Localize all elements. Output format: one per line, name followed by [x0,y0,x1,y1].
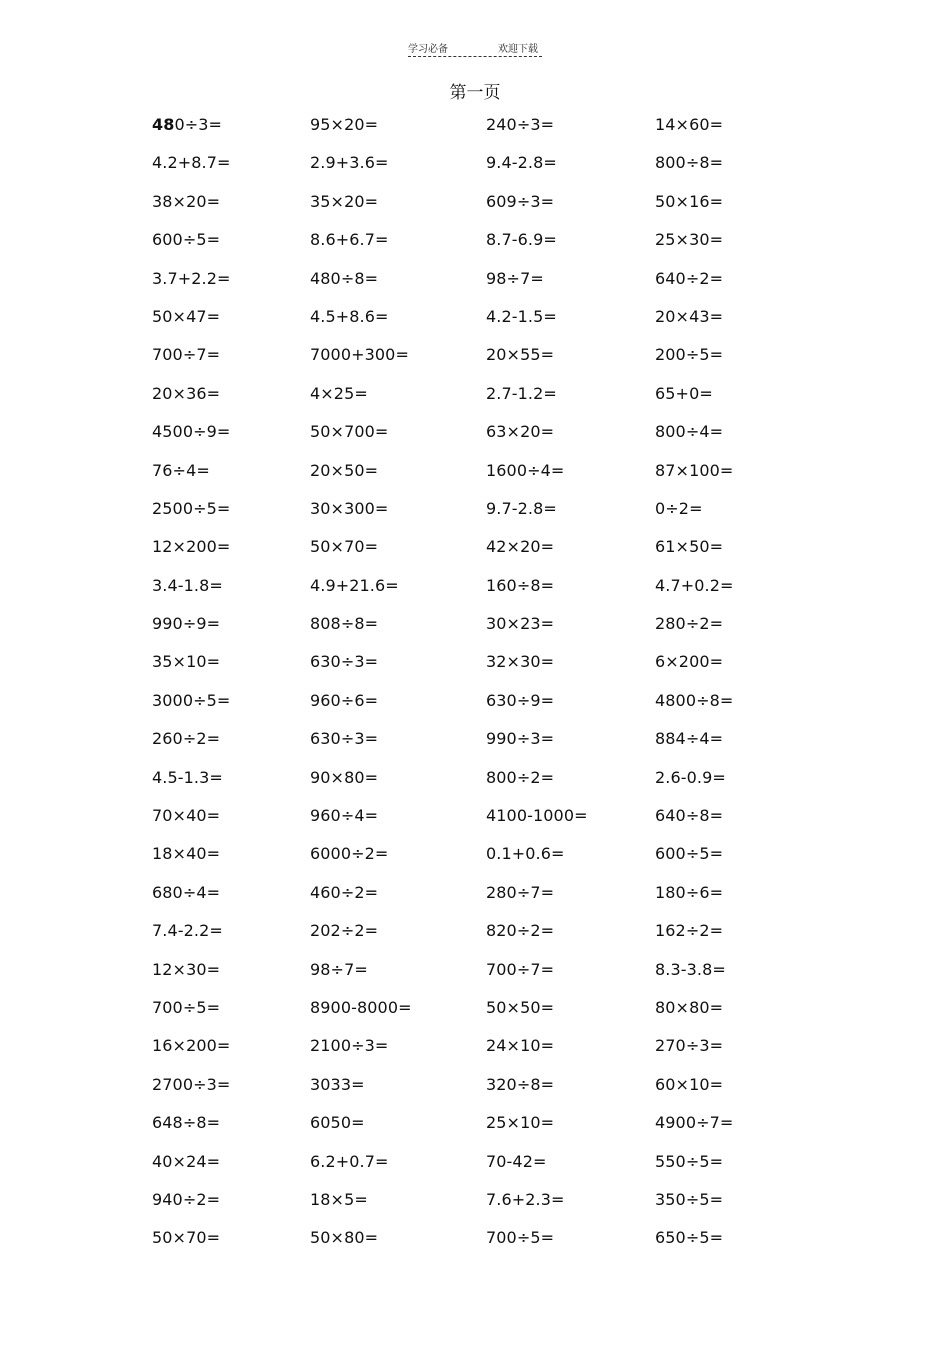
problem-cell: 25×30= [655,230,724,250]
problem-cell: 20×36= [152,383,221,403]
page-header [408,38,542,57]
problem-grid [0,113,950,1265]
problem-cell: 7.6+2.3= [486,1189,565,1209]
problem-cell: 960÷6= [310,690,379,710]
problem-cell: 6050= [310,1113,365,1133]
problem-cell: 550÷5= [655,1151,724,1171]
page-title: 第一页 [449,83,501,103]
problem-cell: 600÷5= [152,230,221,250]
problem-row [0,727,950,765]
problem-cell: 240÷3= [486,115,555,134]
problem-cell: 320÷8= [486,1074,555,1094]
problem-row [0,1226,950,1264]
problem-cell: 12×200= [152,537,231,557]
problem-cell: 680÷4= [152,882,221,902]
problem-cell: 18×40= [152,844,221,864]
problem-cell: 480÷3= [152,115,223,134]
problem-cell: 4.5-1.3= [152,767,223,787]
problem-cell: 800÷2= [486,767,555,787]
problem-cell: 1600÷4= [486,460,565,480]
problem-row [0,459,950,497]
problem-row [0,958,950,996]
problem-row [0,689,950,727]
problem-row [0,1073,950,1111]
problem-row [0,382,950,420]
problem-cell: 4.5+8.6= [310,306,389,326]
problem-row [0,497,950,535]
problem-cell: 3.4-1.8= [152,575,223,595]
problem-cell: 2.9+3.6= [310,153,389,173]
problem-row [0,881,950,919]
problem-cell: 4800÷8= [655,690,734,710]
problem-cell: 160÷8= [486,575,555,595]
problem-cell: 2.7-1.2= [486,383,557,403]
problem-cell: 50×80= [310,1228,379,1248]
problem-cell: 8.3-3.8= [655,959,726,979]
problem-cell: 30×23= [486,614,555,634]
problem-cell: 3033= [310,1074,365,1094]
problem-cell: 87×100= [655,460,734,480]
problem-cell: 260÷2= [152,729,221,749]
problem-cell: 3000÷5= [152,690,231,710]
problem-cell: 30×300= [310,498,389,518]
problem-cell: 630÷3= [310,729,379,749]
problem-cell: 6000÷2= [310,844,389,864]
problem-row [0,420,950,458]
problem-cell: 35×10= [152,652,221,672]
problem-cell: 6×200= [655,652,724,672]
problem-row [0,1188,950,1226]
problem-cell: 80×80= [655,997,724,1017]
problem-cell: 32×30= [486,652,555,672]
problem-cell: 4100-1000= [486,806,588,826]
problem-cell: 630÷3= [310,652,379,672]
problem-row [0,919,950,957]
problem-row [0,343,950,381]
problem-cell: 60×10= [655,1074,724,1094]
problem-cell: 180÷6= [655,882,724,902]
problem-cell: 8.7-6.9= [486,230,557,250]
header-left-text: 学习必备 [408,44,448,55]
problem-row [0,151,950,189]
problem-cell: 990÷9= [152,614,221,634]
problem-cell: 820÷2= [486,921,555,941]
problem-cell: 4.7+0.2= [655,575,734,595]
problem-cell: 884÷4= [655,729,724,749]
problem-cell: 9.7-2.8= [486,498,557,518]
problem-row [0,228,950,266]
problem-cell: 6.2+0.7= [310,1151,389,1171]
problem-cell: 76÷4= [152,460,210,480]
problem-cell: 808÷8= [310,614,379,634]
problem-cell: 7000+300= [310,345,409,365]
problem-cell: 98÷7= [310,959,368,979]
problem-cell: 50×16= [655,191,724,211]
problem-cell: 50×70= [152,1228,221,1248]
problem-cell: 16×200= [152,1036,231,1056]
problem-cell: 200÷5= [655,345,724,365]
problem-cell: 648÷8= [152,1113,221,1133]
problem-cell: 280÷2= [655,614,724,634]
problem-row [0,612,950,650]
problem-row [0,305,950,343]
problem-cell: 50×70= [310,537,379,557]
problem-cell: 63×20= [486,422,555,442]
problem-row [0,1111,950,1149]
problem-cell: 4500÷9= [152,422,231,442]
problem-cell: 8900-8000= [310,997,412,1017]
problem-row [0,267,950,305]
problem-cell: 8.6+6.7= [310,230,389,250]
problem-cell: 940÷2= [152,1189,221,1209]
problem-cell: 609÷3= [486,191,555,211]
problem-cell: 700÷5= [152,997,221,1017]
problem-cell: 35×20= [310,191,379,211]
problem-cell: 270÷3= [655,1036,724,1056]
problem-row [0,535,950,573]
problem-cell: 350÷5= [655,1189,724,1209]
problem-cell: 4900÷7= [655,1113,734,1133]
problem-cell: 61×50= [655,537,724,557]
problem-cell: 18×5= [310,1189,368,1209]
problem-row [0,766,950,804]
problem-cell: 42×20= [486,537,555,557]
problem-cell: 700÷5= [486,1228,555,1248]
problem-cell: 24×10= [486,1036,555,1056]
problem-cell: 90×80= [310,767,379,787]
problem-row [0,996,950,1034]
problem-cell: 990÷3= [486,729,555,749]
problem-cell: 480÷8= [310,268,379,288]
problem-cell: 4.2-1.5= [486,306,557,326]
problem-cell: 20×55= [486,345,555,365]
problem-cell: 800÷4= [655,422,724,442]
problem-cell: 20×50= [310,460,379,480]
problem-row [0,804,950,842]
problem-cell: 2100÷3= [310,1036,389,1056]
problem-cell: 40×24= [152,1151,221,1171]
problem-cell: 0.1+0.6= [486,844,565,864]
problem-cell: 70-42= [486,1151,547,1171]
problem-cell: 50×47= [152,306,221,326]
problem-cell: 600÷5= [655,844,724,864]
problem-row [0,574,950,612]
header-right-text: 欢迎下载 [498,44,538,55]
problem-cell: 7.4-2.2= [152,921,223,941]
problem-cell: 460÷2= [310,882,379,902]
problem-cell: 2700÷3= [152,1074,231,1094]
problem-cell: 4.9+21.6= [310,575,399,595]
problem-cell: 640÷8= [655,806,724,826]
problem-cell: 162÷2= [655,921,724,941]
problem-cell: 630÷9= [486,690,555,710]
problem-cell: 50×700= [310,422,389,442]
problem-cell: 960÷4= [310,806,379,826]
problem-cell: 14×60= [655,115,724,134]
problem-cell: 65+0= [655,383,713,403]
problem-row [0,1034,950,1072]
problem-cell: 70×40= [152,806,221,826]
problem-row [0,650,950,688]
problem-cell: 700÷7= [486,959,555,979]
problem-cell: 20×43= [655,306,724,326]
problem-cell: 2500÷5= [152,498,231,518]
problem-cell: 640÷2= [655,268,724,288]
problem-cell: 4×25= [310,383,368,403]
problem-cell: 95×20= [310,115,379,134]
problem-row [0,842,950,880]
problem-cell: 4.2+8.7= [152,153,231,173]
problem-cell: 38×20= [152,191,221,211]
problem-row [0,113,950,151]
problem-cell: 9.4-2.8= [486,153,557,173]
problem-row [0,190,950,228]
problem-cell: 700÷7= [152,345,221,365]
problem-row [0,1150,950,1188]
problem-cell: 2.6-0.9= [655,767,726,787]
problem-cell: 800÷8= [655,153,724,173]
problem-cell: 202÷2= [310,921,379,941]
problem-cell: 650÷5= [655,1228,724,1248]
problem-cell: 12×30= [152,959,221,979]
problem-cell: 3.7+2.2= [152,268,231,288]
problem-cell: 50×50= [486,997,555,1017]
problem-cell: 98÷7= [486,268,544,288]
problem-cell: 0÷2= [655,498,703,518]
problem-cell: 280÷7= [486,882,555,902]
problem-cell: 25×10= [486,1113,555,1133]
